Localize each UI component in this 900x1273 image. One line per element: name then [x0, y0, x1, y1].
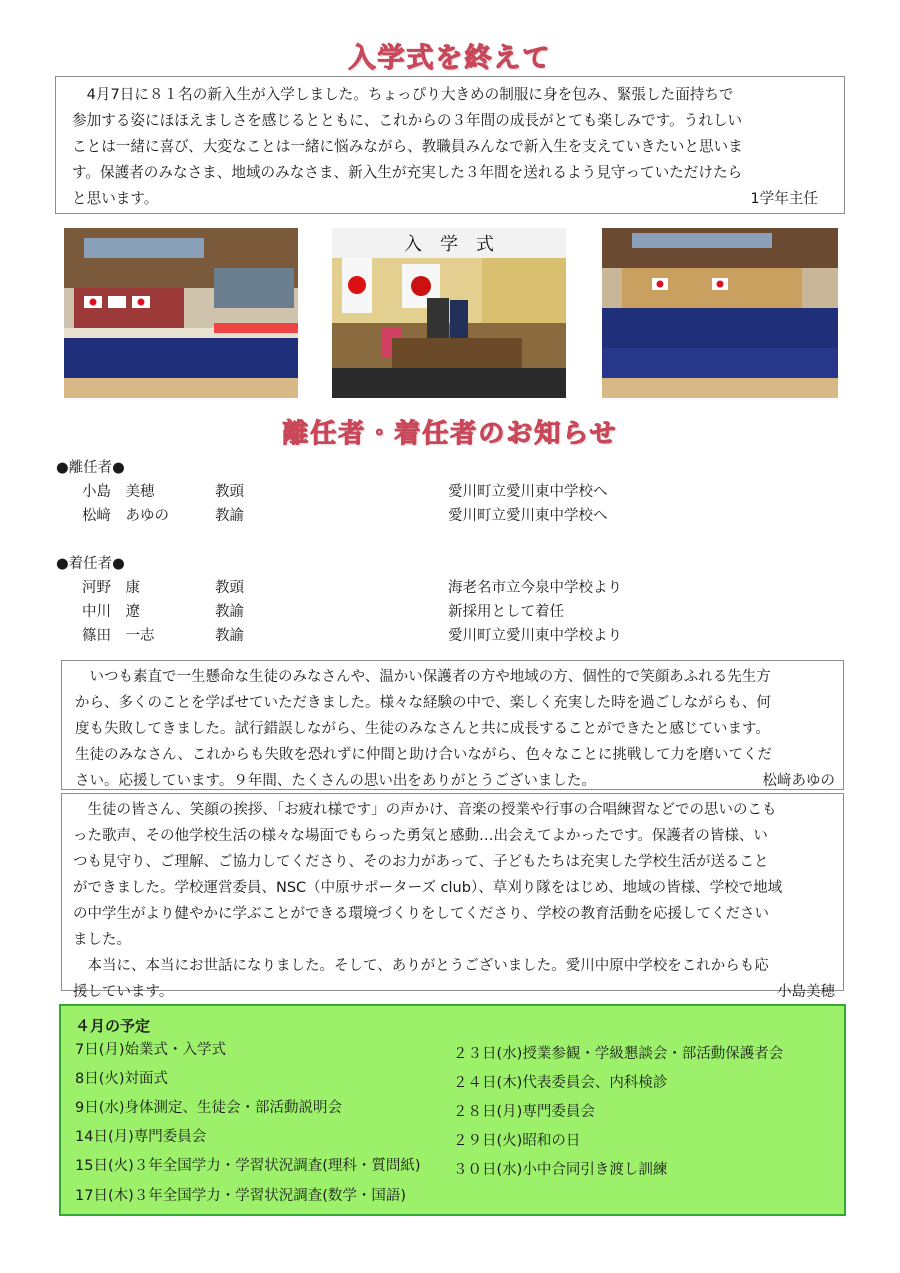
staff-role: 教頭 [215, 484, 244, 500]
message-line: いつも素直で一生懸命な生徒のみなさんや、温かい保護者の方や地域の方、個性的で笑顔あふれる先生方 [89, 669, 771, 685]
photo-ceremony-stage [332, 228, 566, 398]
schedule-left-column [75, 1036, 421, 1211]
schedule-item: 15日(火)３年全国学力・学習状況調査(理科・質問紙) [75, 1158, 421, 1174]
message-signature: 松﨑あゆの [762, 773, 835, 789]
message-last-line [75, 768, 835, 794]
message-line: から、多くのことを学ばせていただきました。様々な経験の中で、楽しく充実した時を過ごしながらも、何 [75, 695, 771, 711]
schedule-item: 9日(水)身体測定、生徒会・部活動説明会 [75, 1100, 343, 1116]
staff-role: 教諭 [215, 508, 244, 524]
heading-staff-changes: 離任者・着任者のお知らせ [282, 419, 618, 449]
photo-ceremony-gym [64, 228, 298, 398]
staff-name: 小島 美穂 [82, 484, 155, 500]
message-line: ができました。学校運営委員、NSC（中原サポーターズ club）、草刈り隊をはじめ、地域の皆様、学校で地域 [73, 880, 783, 896]
staff-destination: 愛川町立愛川東中学校より [448, 628, 622, 644]
schedule-item: 8日(火)対面式 [75, 1071, 169, 1087]
entrance-signature: 1学年主任 [750, 190, 818, 207]
staff-destination: 愛川町立愛川東中学校へ [448, 484, 608, 500]
message-line: 生徒のみなさん、これからも失敗を恐れずに仲間と助け合いながら、色々なことに挑戦して力を磨いてくだ [75, 747, 772, 763]
entrance-line-4: す。保護者のみなさま、地域のみなさま、新入生が充実した３年間を送れるよう見守っていただけたら [72, 164, 743, 181]
schedule-item: 14日(月)専門委員会 [75, 1129, 207, 1145]
staff-destination: 海老名市立今泉中学校より [448, 580, 622, 596]
message-line: 本当に、本当にお世話になりました。そして、ありがとうございました。愛川中原中学校をこれからも応 [87, 958, 769, 974]
message-line: の中学生がより健やかに学ぶことができる環境づくりをしてくださり、学校の教育活動を応援してください [73, 906, 769, 922]
staff-role: 教諭 [215, 604, 244, 620]
staff-name: 河野 康 [82, 580, 140, 596]
arriving-row [82, 576, 782, 600]
departing-row [82, 504, 782, 528]
staff-role: 教諭 [215, 628, 244, 644]
staff-destination: 新採用として着任 [448, 604, 564, 620]
entrance-line-3: ことは一緒に喜び、大変なことは一緒に悩みながら、教職員みんなで新入生を支えていきたいと思いま [72, 138, 743, 155]
departing-label: ●離任者● [56, 460, 125, 476]
staff-name: 中川 遼 [82, 604, 140, 620]
schedule-title: ４月の予定 [75, 1017, 151, 1035]
message-line: った歌声、その他学校生活の様々な場面でもらった勇気と感動…出会えてよかったです。保護者の皆様、い [73, 828, 768, 844]
arriving-row [82, 600, 782, 624]
entrance-line-2: 参加する姿にほほえましさを感じるとともに、これからの３年間の成長がとても楽しみです。うれしい [72, 112, 743, 129]
schedule-right-column [453, 1040, 783, 1185]
photo-ceremony-students [602, 228, 838, 398]
entrance-line-5: と思います。 [72, 190, 159, 207]
staff-name: 松﨑 あゆの [82, 508, 169, 524]
schedule-item: ３０日(水)小中合同引き渡し訓練 [453, 1162, 668, 1178]
entrance-line-1: 4月7日に８１名の新入生が入学しました。ちょっぴり大きめの制服に身を包み、緊張した面持ちで [86, 86, 734, 103]
schedule-item: ２８日(月)専門委員会 [453, 1104, 595, 1120]
farewell-message-kojima [61, 793, 844, 1000]
staff-name: 篠田 一志 [82, 628, 155, 644]
schedule-item: ２９日(火)昭和の日 [453, 1133, 581, 1149]
message-line: 生徒の皆さん、笑顔の挨拶、「お疲れ様です」の声かけ、音楽の授業や行事の合唱練習などでの思いのこも [87, 802, 777, 818]
departing-row [82, 480, 782, 504]
schedule-item: 17日(木)３年全国学力・学習状況調査(数学・国語) [75, 1188, 407, 1204]
entrance-message-box [55, 76, 845, 214]
entrance-last-line [72, 186, 834, 212]
schedule-item: ２４日(木)代表委員会、内科検診 [453, 1075, 668, 1091]
message-line: つも見守り、ご理解、ご協力してくださり、そのお力があって、子どもたちは充実した学校生活が送ること [73, 854, 769, 870]
arriving-row [82, 624, 782, 648]
message-last-line [73, 979, 835, 1005]
message-line: さい。応援しています。９年間、たくさんの思い出をありがとうございました。 [75, 773, 596, 789]
schedule-item: ２３日(水)授業参観・学級懇談会・部活動保護者会 [453, 1046, 784, 1062]
heading-entrance: 入学式を終えて [348, 43, 552, 74]
message-line: 度も失敗してきました。試行錯誤しながら、生徒のみなさんと共に成長することができたと感じています。 [75, 721, 770, 737]
farewell-message-matsuzaki [61, 660, 844, 790]
photo-banner-text: 入 学 式 [404, 234, 494, 255]
message-signature: 小島美穂 [777, 984, 835, 1000]
april-schedule-box [59, 1004, 846, 1216]
schedule-item: 7日(月)始業式・入学式 [75, 1042, 227, 1058]
arriving-label: ●着任者● [56, 556, 125, 572]
staff-role: 教頭 [215, 580, 244, 596]
staff-destination: 愛川町立愛川東中学校へ [448, 508, 608, 524]
message-line: ました。 [73, 932, 131, 948]
message-line: 援しています。 [73, 984, 174, 1000]
